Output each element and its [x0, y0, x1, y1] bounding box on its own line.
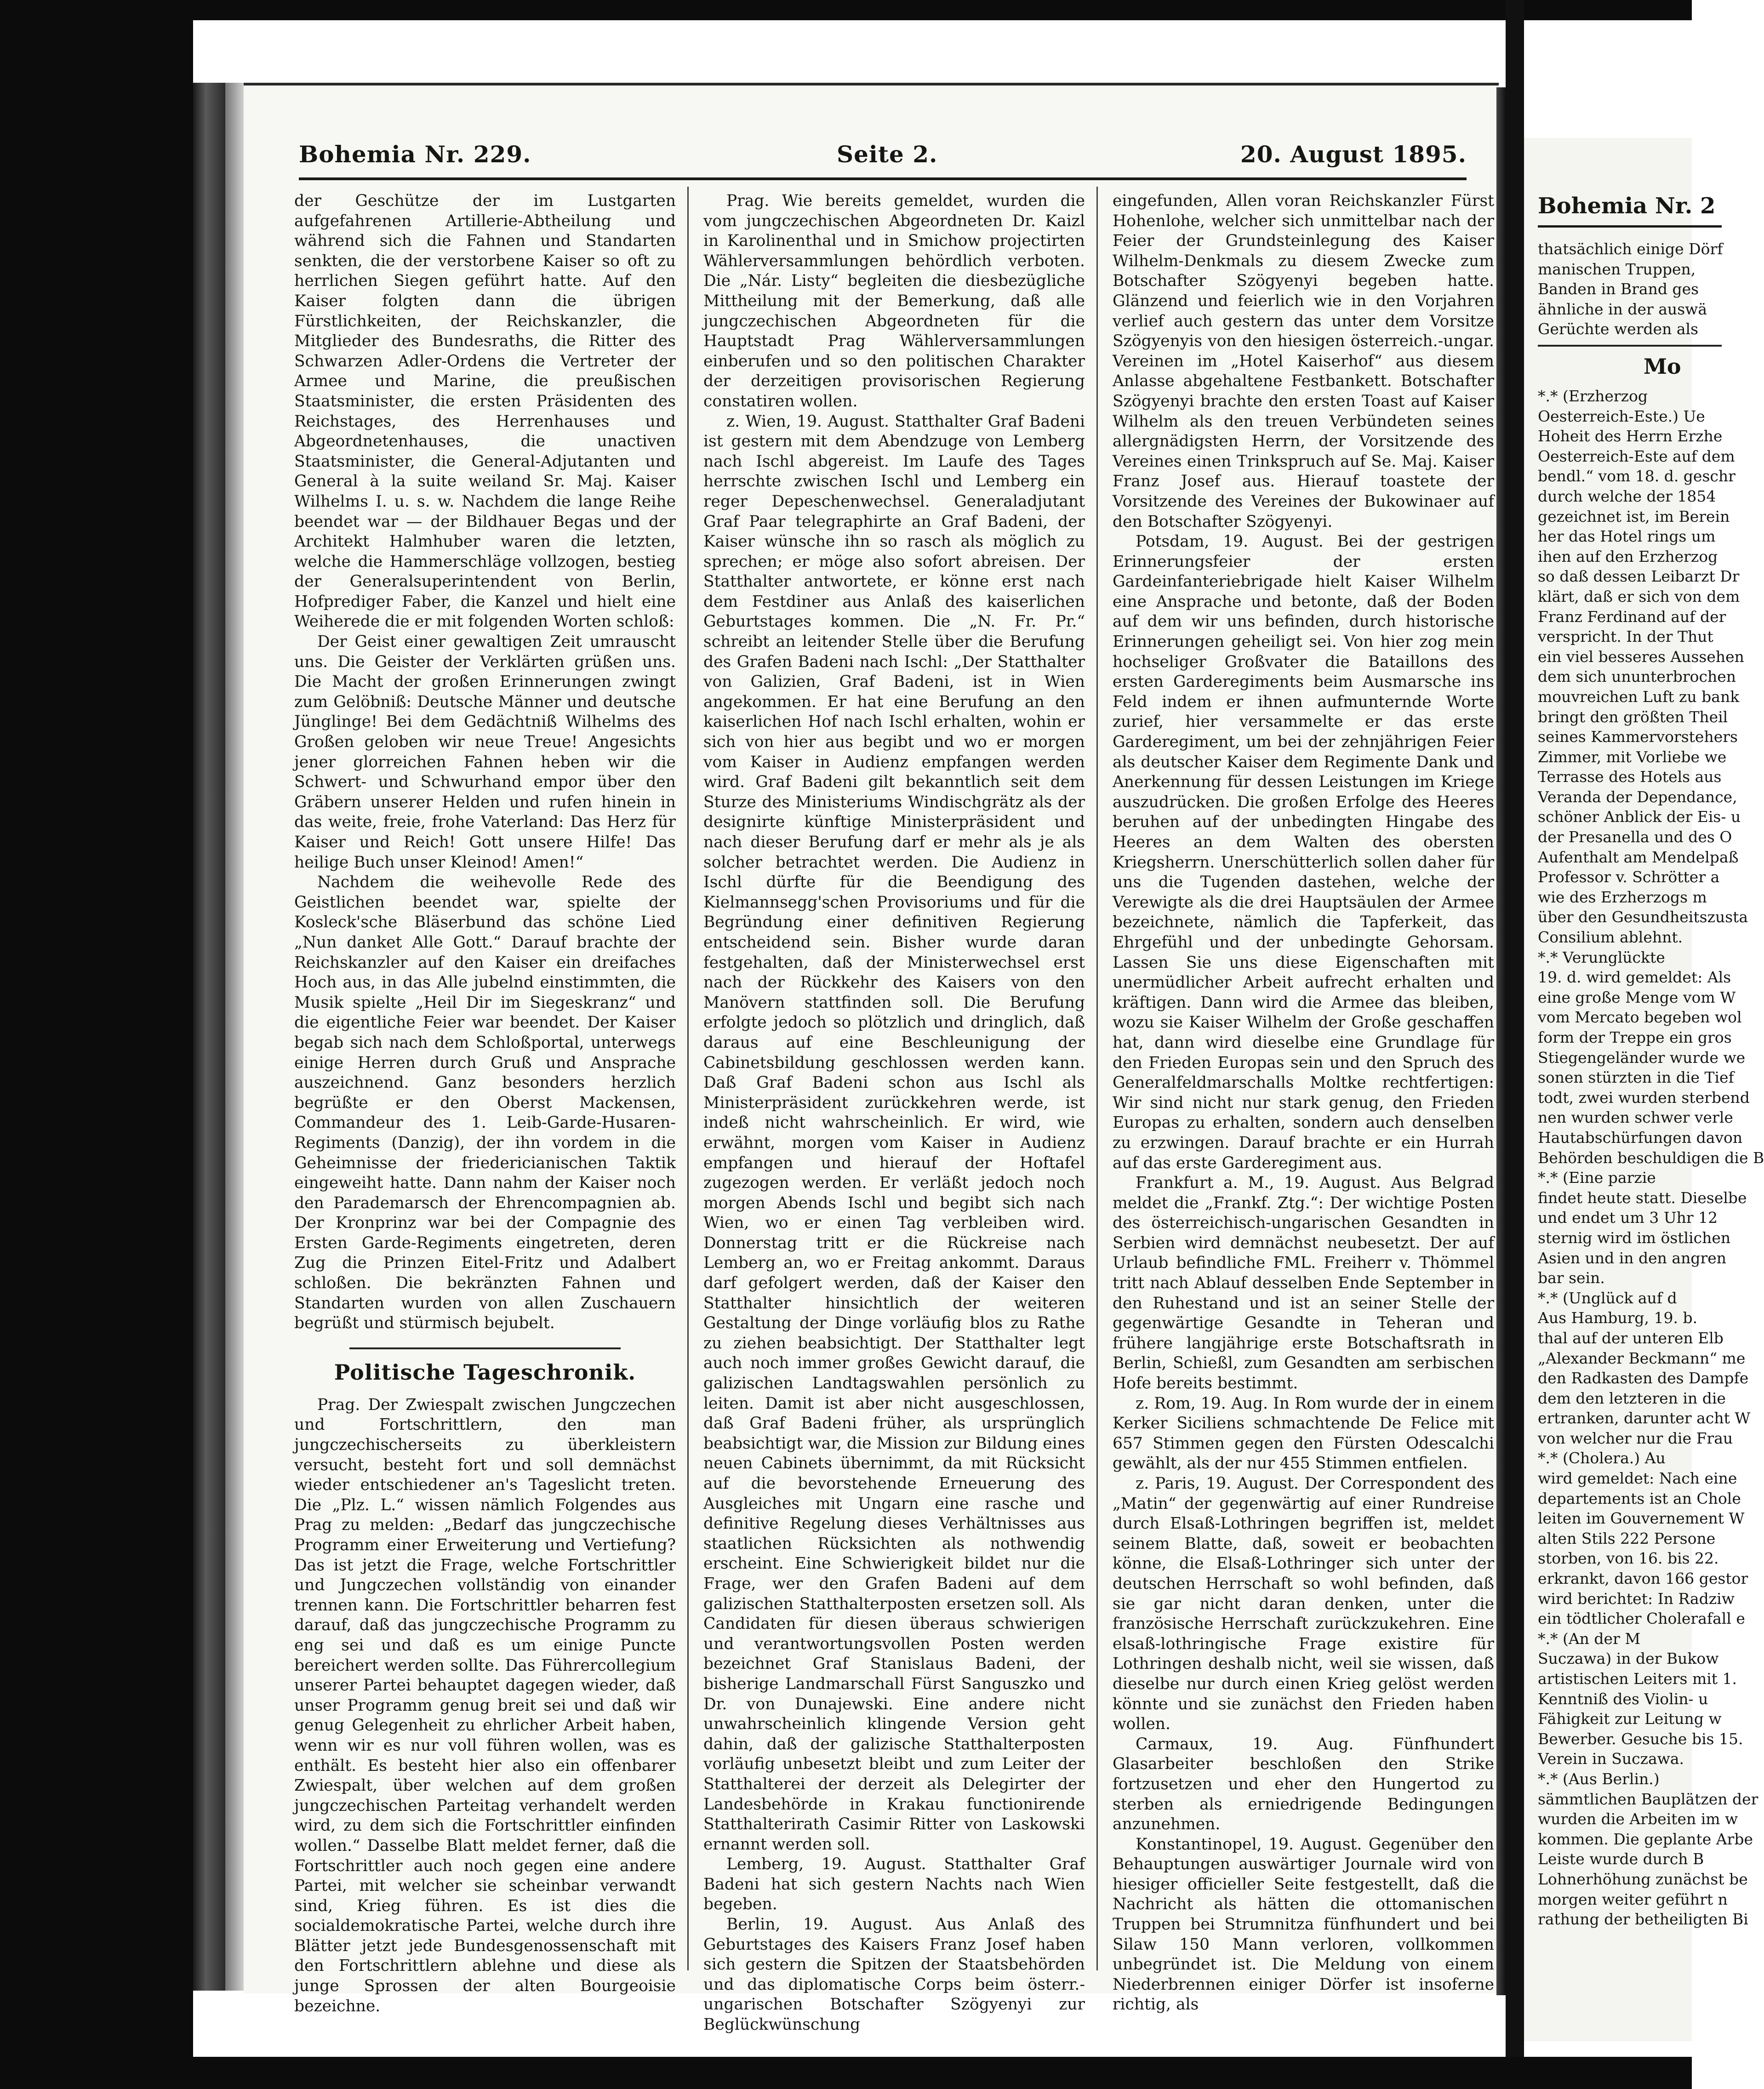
text-line: Consilium ablehnt.: [1538, 928, 1683, 947]
text-line: Lohnerhöhung zunächst be: [1538, 1870, 1748, 1888]
article-paragraph: Nachdem die weihevolle Rede des Geistlichen beendet war, spielte der Kosleck'sche Bläserbund das schöne Lied „Nun danket Alle Gott.“ Darauf brachte der Reichskanzler auf den Kaiser ein dreifaches Hoch aus, in das Alle jubelnd einstimmten, die Musik spielte „Heil Dir im Siegeskranz“ und die eigentliche Feier war beendet. Der Kaiser begab sich nach dem Schloßportal, unterwegs einige Herren durch Gruß und Ansprache auszeichnend. Ganz besonders herzlich begrüßte er den Oberst Mackensen, Commandeur des 1. Leib-Garde-Husaren-Regiments (Danzig), der ihn vordem in die Geheimnisse der friedericianischen Taktik eingeweiht hatte. Dann nahm der Kaiser noch den Parademarsch der Ehrencompagnien ab. Der Kronprinz war bei der Compagnie des Ersten Garde-Regiments eingetreten, deren Zug die Prinzen Eitel-Fritz und Adalbert schloßen. Die bekränzten Fahnen und Standarten wurden von allen Zuschauern begrüßt und stürmisch bejubelt.: [294, 873, 676, 1333]
text-line: Terrasse des Hotels aus: [1538, 768, 1722, 786]
text-line: sämmtlichen Bauplätzen der: [1538, 1790, 1758, 1808]
text-line: Verein in Suczawa.: [1538, 1750, 1684, 1768]
text-line: departements ist an Chole: [1538, 1489, 1741, 1507]
text-line: nen wurden schwer verle: [1538, 1108, 1733, 1127]
page-edge: [1496, 87, 1506, 1995]
article-paragraph: z. Paris, 19. August. Der Correspondent des „Matin“ der gegenwärtig auf einer Rundreise durch Elsaß-Lothringen begriffen ist, meldet seinem Blatte, daß, soweit er beobachten könne, die Elsaß-Lothringer sich unter der deutschen Herrschaft so wohl befinden, daß sie gar nicht daran denken, unter die französische Herrschaft zurückzukehren. Eine elsaß-lothringische Frage existire für Lothringen deshalb nicht, weil sie wissen, daß dieselbe nur durch einen Krieg gelöst werden könnte und sie zunächst den Frieden haben wollen.: [1113, 1474, 1494, 1734]
adjacent-page: [1524, 138, 1764, 2041]
article-paragraph: Potsdam, 19. August. Bei der gestrigen Erinnerungsfeier der ersten Gardeinfanteriebrigade hielt Kaiser Wilhelm eine Ansprache und betonte, daß der Boden auf dem wir uns befinden, durch historische Erinnerungen geheiligt sei. Von hier zog mein hochseliger Großvater die Bataillons des ersten Garderegiments beim Ausmarsche ins Feld indem er ihnen aufmunternde Worte zurief, hier versammelte er das erste Garderegiment, um bei der zehnjährigen Feier als deutscher Kaiser dem Regimente Dank und Anerkennung für dessen Leistungen im Kriege auszudrücken. Die großen Erfolge des Heeres beruhen auf der unbedingten Hingabe des Heeres an dem Walten des obersten Kriegsherrn. Unerschütterlich sollen daher für uns die Tugenden dastehen, welche der Verewigte als die drei Hauptsäulen der Armee bezeichnete, nämlich die Tapferkeit, das Ehrgefühl und der unbedingte Gehorsam. Lassen Sie uns diese Eigenschaften mit unermüdlicher Arbeit aufrecht erhalten und kräftigen. Dann wird die Armee das bleiben, wozu sie Kaiser Wilhelm der Große geschaffen hat, dann wird dieselbe eine Grundlage für den Frieden Europas sein und den Spruch des Generalfeldmarschalls Moltke rechtfertigen: Wir sind nicht nur stark genug, den Frieden Europas zu erhalten, sondern auch denselben zu erzwingen. Darauf brachte er ein Hurrah auf das erste Garderegiment aus.: [1113, 532, 1494, 1172]
text-line: den Radkasten des Dampfe: [1538, 1369, 1749, 1387]
article-paragraph: Prag. Wie bereits gemeldet, wurden die vom jungczechischen Abgeordneten Dr. Kaizl in Karolinenthal und in Smichow projectirten Wählerversammlungen behördlich verboten. Die „Nár. Listy“ begleiten die diesbezügliche Mittheilung mit der Bemerkung, daß alle jungczechischen Abgeordneten für die Hauptstadt Prag Wählerversammlungen einberufen und so den politischen Charakter der derzeitigen provisorischen Regierung constatiren wollen.: [703, 192, 1085, 411]
text-line: und endet um 3 Uhr 12: [1538, 1209, 1718, 1227]
article-paragraph: eingefunden, Allen voran Reichskanzler Fürst Hohenlohe, welcher sich unmittelbar nach der Feier der Grundsteinlegung des Kaiser Wilhelm-Denkmals zu diesem Zwecke zum Botschafter Szögyenyi begeben hatte. Glänzend und feierlich wie in den Vorjahren verlief auch gestern das unter dem Vorsitze Szögyenyis von den hiesigen österreich.-ungar. Vereinen im „Hotel Kaiserhof“ aus diesem Anlasse abgehaltene Festbankett. Botschafter Szögyenyi brachte den ersten Toast auf Kaiser Wilhelm als den treuen Verbündeten seines allergnädigsten Herrn, der Vorsitzende des Vereines einen Trinkspruch auf Se. Maj. Kaiser Franz Josef aus. Hierauf toastete der Vorsitzende des Vereines der Bukowinaer auf den Botschafter Szögyenyi.: [1113, 192, 1494, 531]
text-line: Aus Hamburg, 19. b.: [1538, 1309, 1698, 1327]
text-line: *.* (Eine parzie: [1538, 1169, 1656, 1187]
text-line: durch welche der 1854: [1538, 487, 1716, 505]
text-line: form der Treppe ein gros: [1538, 1028, 1732, 1046]
text-line: thatsächlich einige Dörf: [1538, 240, 1723, 258]
text-line: ähnliche in der auswä: [1538, 300, 1707, 318]
text-line: alten Stils 222 Persone: [1538, 1529, 1716, 1547]
text-line: Fähigkeit zur Leitung w: [1538, 1710, 1722, 1728]
text-line: bringt den größten Theil: [1538, 708, 1728, 726]
text-line: wird berichtet: In Radziw: [1538, 1589, 1735, 1608]
masthead-issue: Bohemia Nr. 229.: [299, 141, 531, 168]
text-line: rathung der betheiligten Bi: [1538, 1910, 1748, 1929]
article-paragraph: Der Geist einer gewaltigen Zeit umrauscht uns. Die Geister der Verklärten grüßen uns. Die Macht der großen Erinnerungen zwingt zum Gelöbniß: Deutsche Männer und deutsche Jünglinge! Bei dem Gedächtniß Wilhelms des Großen geloben wir neue Treue! Angesichts jener glorreichen Fahnen heben wir die Schwert- und Schwurhand empor über den Gräbern unserer Helden und rufen hinein in das weite, freie, frohe Vaterland: Das Herz für Kaiser und Reich! Gott unsere Hilfe! Das heilige Buch unser Kleinod! Amen!“: [294, 633, 676, 872]
article-paragraph: Lemberg, 19. August. Statthalter Graf Badeni hat sich gestern Nachts nach Wien begeben.: [703, 1855, 1085, 1914]
text-line: klärt, daß er sich von dem: [1538, 587, 1740, 605]
article-paragraph: Carmaux, 19. Aug. Fünfhundert Glasarbeiter beschloßen den Strike fortzusetzen und eher den Hungertod zu sterben als erniedrigende Bedingungen anzunehmen.: [1113, 1735, 1494, 1834]
text-line: ertranken, darunter acht W: [1538, 1409, 1751, 1427]
text-line: ein tödtlicher Cholerafall e: [1538, 1610, 1745, 1628]
book-spine-edge: [193, 83, 225, 1991]
text-line: findet heute statt. Dieselbe: [1538, 1188, 1747, 1207]
text-line: Veranda der Dependance,: [1538, 788, 1737, 806]
text-line: mouvreichen Luft zu bank: [1538, 687, 1740, 706]
film-frame-left: [0, 0, 193, 2089]
text-line: Suczawa) in der Bukow: [1538, 1650, 1719, 1668]
section-heading: Politische Tageschronik.: [334, 1359, 636, 1385]
text-line: dem sich ununterbrochen: [1538, 668, 1736, 686]
text-line: gezeichnet ist, im Berein: [1538, 507, 1730, 525]
article-paragraph: Konstantinopel, 19. August. Gegenüber den Behauptungen auswärtiger Journale wird von hiesiger officieller Seite festgestellt, daß die Nachricht als hätten die ottomanischen Truppen bei Strumnitza fünfhundert und bei Silaw 150 Mann verloren, vollkommen unbegründet ist. Die Meldung von einem Niederbrennen einiger Dörfer ist insoferne richtig, als: [1113, 1835, 1494, 2014]
text-line: Oesterreich-Este auf dem: [1538, 447, 1735, 465]
text-line: kommen. Die geplante Arbe: [1538, 1830, 1753, 1848]
text-line: bar sein.: [1538, 1269, 1605, 1287]
text-line: her das Hotel rings um: [1538, 527, 1716, 546]
adjacent-section-rule: [1538, 345, 1722, 347]
column-3: [1113, 191, 1494, 2015]
text-line: morgen weiter geführt n: [1538, 1890, 1728, 1908]
column-rule-1: [687, 187, 689, 1970]
header-rule: [299, 177, 1467, 180]
text-line: Gerüchte werden als: [1538, 320, 1699, 338]
text-line: *.* (Unglück auf d: [1538, 1289, 1677, 1307]
text-line: sonen stürzten in die Tief: [1538, 1068, 1734, 1087]
article-paragraph: der Geschütze der im Lustgarten aufgefahrenen Artillerie-Abtheilung und während sich die Fahnen und Standarten senkten, die der verstorbene Kaiser so oft zu herrlichen Siegen geführt hatte. Auf den Kaiser folgten dann die übrigen Fürstlichkeiten, der Reichskanzler, die Mitglieder des Bundesraths, die Ritter des Schwarzen Adler-Ordens die Vertreter der Armee und Marine, die preußischen Staatsminister, die ersten Präsidenten des Reichstages, des Herrenhauses und Abgeordnetenhauses, die unactiven Staatsminister, die General-Adjutanten und General à la suite weiland Sr. Maj. Kaiser Wilhelms I. u. s. w. Nachdem die lange Reihe beendet war — der Bildhauer Begas und der Architekt Halmhuber waren die letzten, welche die Hammerschläge vollzogen, bestieg der Generalsuperintendent von Berlin, Hofprediger Faber, die Kanzel und hielt eine Weiherede die er mit folgenden Worten schloß:: [294, 192, 676, 631]
text-line: Oesterreich-Este.) Ue: [1538, 407, 1705, 425]
text-line: Aufenthalt am Mendelpaß: [1538, 848, 1739, 866]
text-line: eine große Menge vom W: [1538, 988, 1736, 1006]
text-line: dem den letzteren in die: [1538, 1389, 1726, 1407]
article-paragraph: z. Wien, 19. August. Statthalter Graf Badeni ist gestern mit dem Abendzuge von Lemberg nach Ischl abgereist. Im Laufe des Tages herrschte zwischen Ischl und Lemberg ein reger Depeschenwechsel. Generaladjutant Graf Paar telegraphirte an Graf Badeni, der Kaiser wünsche ihn so rasch als möglich zu sprechen; er möge also sofort abreisen. Der Statthalter antwortete, er könne erst nach dem Festdiner aus Anlaß des kaiserlichen Geburtstages kommen. Die „N. Fr. Pr.“ schreibt an leitender Stelle über die Berufung des Grafen Badeni nach Ischl: „Der Statthalter von Galizien, Graf Badeni, ist in Wien angekommen. Er hat eine Berufung an den kaiserlichen Hof nach Ischl erhalten, wohin er sich von hier aus begibt und wo er morgen vom Kaiser in Audienz empfangen werden wird. Graf Badeni gilt bekanntlich seit dem Sturze des Ministeriums Windischgrätz als der designirte künftige Ministerpräsident und nach dieser Berufung darf er mehr als je als solcher betrachtet werden. Die Audienz in Ischl dürfte für die Beendigung des Kielmannsegg'schen Provisoriums und für die Begründung einer definitiven Regierung entscheidend sein. Bisher wurde daran festgehalten, daß der Ministerwechsel erst nach der Rückkehr des Kaisers von den Manövern stattfinden soll. Die Berufung erfolgte jedoch so plötzlich und dringlich, daß daraus auf eine Beschleunigung der Cabinetsbildung geschlossen werden kann. Daß Graf Badeni schon aus Ischl als Ministerpräsident zurückkehren werde, ist indeß nicht wahrscheinlich. Er wird, wie erwähnt, morgen vom Kaiser in Audienz empfangen und hierauf der Hoftafel zugezogen werden. Er verläßt jedoch noch morgen Abends Ischl und begibt sich nach Wien, wo er einen Tag verbleiben wird. Donnerstag tritt er die Rückreise nach Lemberg an, wo er Freitag ankommt. Daraus darf gefolgert werden, daß der Kaiser den Statthalter hinsichtlich der weiteren Gestaltung der Dinge vorläufig blos zu Rathe zu ziehen beabsichtigt. Der Statthalter legt auch noch immer großes Gewicht darauf, die galizischen Landtagswahlen persönlich zu leiten. Damit ist aber nicht ausgeschlossen, daß Graf Badeni früher, als ursprünglich beabsichtigt war, die Mission zur Bildung eines neuen Cabinets übernimmt, da mit Rücksicht auf die bevorstehende Erneuerung des Ausgleiches mit Ungarn eine rasche und definitive Regelung dieses Verhältnisses aus staatlichen Rücksichten als nothwendig erscheint. Eine Schwierigkeit bildet nur die Frage, wer den Grafen Badeni auf dem galizischen Statthalterposten ersetzen soll. Als Candidaten für diesen überaus schwierigen und verantwortungsvollen Posten werden bezeichnet Graf Stanislaus Badeni, der bisherige Landmarschall Fürst Sanguszko und Dr. von Dunajewski. Eine andere nicht unwahrscheinlich klingende Version geht dahin, daß der galizische Statthalterposten vorläufig unbesetzt bleibt und zum Leiter der Statthalterei der derzeit als Delegirter der Landesbehörde in Krakau functionirende Statthalterirath Casimir Ritter von Laskowski ernannt werden soll.: [703, 412, 1085, 1854]
adjacent-header-rule: [1538, 225, 1722, 228]
text-line: *.* (An der M: [1538, 1629, 1641, 1648]
column-1: [294, 191, 676, 2016]
text-line: manischen Truppen,: [1538, 260, 1696, 278]
text-line: Stiegengeländer wurde we: [1538, 1048, 1746, 1067]
text-line: Hautabschürfungen davon: [1538, 1128, 1743, 1147]
text-line: „Alexander Beckmann“ me: [1538, 1349, 1746, 1367]
text-line: Leiste wurde durch B: [1538, 1850, 1704, 1868]
column-2: [703, 191, 1085, 2035]
text-line: *.* Verunglückte: [1538, 948, 1665, 966]
text-line: ein viel besseres Aussehen: [1538, 647, 1744, 666]
article-paragraph: Berlin, 19. August. Aus Anlaß des Geburtstages des Kaisers Franz Josef haben sich gestern die Spitzen der Staatsbehörden und das diplomatische Corps beim österr.-ungarischen Botschafter Szögyenyi zur Beglückwünschung: [703, 1915, 1085, 2034]
text-line: artistischen Leiters mit 1.: [1538, 1670, 1737, 1688]
page-number: Seite 2.: [837, 141, 938, 168]
text-line: wurden die Arbeiten im w: [1538, 1810, 1738, 1828]
page-shadow: [225, 83, 244, 1991]
text-line: 19. d. wird gemeldet: Als: [1538, 968, 1731, 987]
text-line: bendl.“ vom 18. d. geschr: [1538, 467, 1735, 485]
text-line: Zimmer, mit Vorliebe we: [1538, 748, 1727, 766]
section-divider: [349, 1347, 621, 1349]
text-line: verspricht. In der Thut: [1538, 628, 1713, 646]
text-line: der Presanella und des O: [1538, 828, 1732, 846]
adjacent-text-body: [1538, 386, 1764, 1929]
film-frame-top: [0, 0, 1692, 20]
adjacent-section-heading: Mo: [1644, 354, 1681, 379]
page-header: [299, 141, 1467, 173]
text-line: storben, von 16. bis 22.: [1538, 1549, 1719, 1568]
article-paragraph: z. Rom, 19. Aug. In Rom wurde der in einem Kerker Siciliens schmachtende De Felice mit 657 Stimmen gegen den Fürsten Odescalchi gewählt, als der nur 455 Stimmen entfielen.: [1113, 1394, 1494, 1473]
text-line: Bewerber. Gesuche bis 15.: [1538, 1729, 1743, 1748]
text-line: Professor v. Schrötter a: [1538, 868, 1720, 886]
adjacent-masthead: Bohemia Nr. 2: [1538, 193, 1716, 219]
book-gutter: [1506, 0, 1524, 2089]
film-frame-bottom: [0, 2057, 1692, 2089]
text-line: *.* (Cholera.) Au: [1538, 1449, 1666, 1467]
text-line: wie des Erzherzogs m: [1538, 888, 1707, 906]
text-line: Kenntniß des Violin- u: [1538, 1689, 1708, 1708]
text-line: leiten im Gouvernement W: [1538, 1509, 1745, 1528]
text-line: sternig wird im östlichen: [1538, 1228, 1731, 1247]
article-paragraph: Frankfurt a. M., 19. August. Aus Belgrad meldet die „Frankf. Ztg.“: Der wichtige Posten des österreichisch-ungarischen Gesandten in Serbien wird demnächst neubesetzt. Der auf Urlaub befindliche FML. Freiherr v. Thömmel tritt nach Ablauf desselben Ende September in den Ruhestand und ist an seiner Stelle der gegenwärtige Gesandte in Teheran und frühere langjährige erste Botschaftsrath in Berlin, Schießl, zum Gesandten am serbischen Hofe bereits bestimmt.: [1113, 1174, 1494, 1393]
adjacent-text-top: [1538, 239, 1723, 339]
text-line: Hoheit des Herrn Erzhe: [1538, 427, 1723, 445]
text-line: Asien und in den angren: [1538, 1249, 1727, 1267]
text-line: seines Kammervorstehers: [1538, 728, 1738, 746]
text-line: über den Gesundheitszusta: [1538, 908, 1748, 926]
text-line: wird gemeldet: Nach eine: [1538, 1469, 1737, 1488]
column-rule-2: [1096, 187, 1098, 1970]
article-paragraph: Prag. Der Zwiespalt zwischen Jungczechen und Fortschrittlern, den man jungczechischerseits zu überkleistern versucht, besteht fort und soll demnächst wieder entschiedener an's Tageslicht treten. Die „Plz. L.“ wissen nämlich Folgendes aus Prag zu melden: „Bedarf das jungczechische Programm einer Erweiterung und Vertiefung? Das ist jetzt die Frage, welche Fortschrittler und Jungczechen vollständig von einander trennen kann. Die Fortschrittler beharren fest darauf, daß das jungczechische Programm zu eng sei und daß es um einige Puncte bereichert werden sollte. Das Führercollegium unserer Partei behauptet dagegen wieder, daß unser Programm genug breit sei und daß wir genug Gelegenheit zu ehrlicher Arbeit haben, wenn wir es nur voll führen wollen, was es enthält. Es besteht hier also ein offenbarer Zwiespalt, über welchen auf dem großen jungczechischen Parteitag verhandelt werden wird, zu dem sich die Fortschrittler einfinden wollen.“ Dasselbe Blatt meldet ferner, daß die Fortschrittler auch noch gegen eine andere Partei, mit welcher sie scheinbar verwandt sind, Krieg führen. Es ist dies die socialdemokratische Partei, welche durch ihre Blätter jetzt jede Bundesgenossenschaft mit den Fortschrittlern ablehne und diese als junge Sprossen der alten Bourgeoisie bezeichne.: [294, 1395, 676, 2015]
text-line: so daß dessen Leibarzt Dr: [1538, 567, 1740, 586]
text-line: Franz Ferdinand auf der: [1538, 607, 1726, 626]
text-line: ihen auf den Erzherzog: [1538, 547, 1718, 565]
newspaper-page: [244, 83, 1499, 2034]
text-line: erkrankt, davon 166 gestor: [1538, 1570, 1748, 1588]
issue-date: 20. August 1895.: [1240, 141, 1467, 168]
text-line: von welcher nur die Frau: [1538, 1429, 1733, 1447]
text-line: schöner Anblick der Eis- u: [1538, 808, 1741, 826]
text-line: todt, zwei wurden sterbend: [1538, 1088, 1750, 1107]
text-line: Banden in Brand ges: [1538, 280, 1699, 298]
text-line: *.* (Erzherzog: [1538, 387, 1648, 405]
text-line: vom Mercato begeben wol: [1538, 1008, 1742, 1027]
text-line: *.* (Aus Berlin.): [1538, 1769, 1660, 1788]
text-line: thal auf der unteren Elb: [1538, 1329, 1724, 1347]
text-line: Behörden beschuldigen die B: [1538, 1148, 1764, 1167]
